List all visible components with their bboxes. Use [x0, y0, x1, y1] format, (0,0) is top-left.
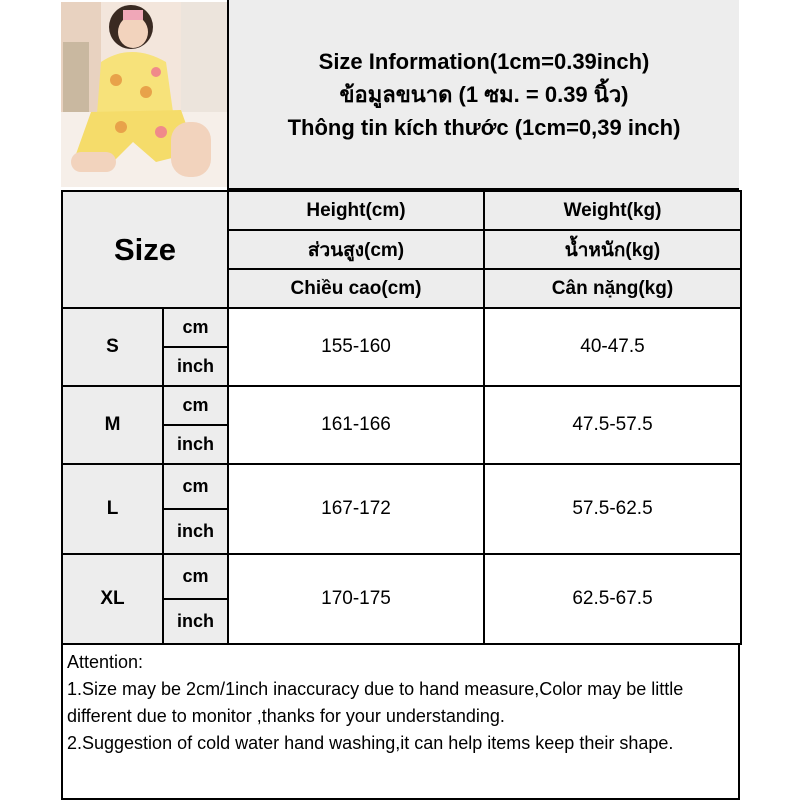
- weight-header-vietnamese: Cân nặng(kg): [484, 269, 741, 308]
- unit-cm: cm: [163, 554, 228, 599]
- heading-english: Size Information(1cm=0.39inch): [318, 48, 650, 74]
- size-label: S: [62, 308, 163, 386]
- weight-header-english: Weight(kg): [484, 191, 741, 230]
- size-label: L: [62, 464, 163, 554]
- unit-inch: inch: [163, 425, 228, 464]
- unit-inch: inch: [163, 509, 228, 554]
- size-column-header: Size: [62, 191, 228, 308]
- attention-note-2: 2.Suggestion of cold water hand washing,it can help items keep their shape.: [67, 733, 674, 753]
- height-value: 167-172: [228, 464, 484, 554]
- height-value: 161-166: [228, 386, 484, 464]
- height-header-thai: ส่วนสูง(cm): [228, 230, 484, 269]
- attention-title: Attention:: [67, 652, 144, 672]
- unit-cm: cm: [163, 464, 228, 509]
- weight-value: 40-47.5: [484, 308, 741, 386]
- weight-value: 47.5-57.5: [484, 386, 741, 464]
- attention-notes: [61, 645, 740, 800]
- size-label: XL: [62, 554, 163, 644]
- unit-cm: cm: [163, 386, 228, 425]
- weight-header-thai: น้ำหนัก(kg): [484, 230, 741, 269]
- size-label: M: [62, 386, 163, 464]
- weight-value: 57.5-62.5: [484, 464, 741, 554]
- size-information-heading: [227, 0, 739, 190]
- height-value: 155-160: [228, 308, 484, 386]
- size-chart: [60, 0, 740, 800]
- weight-value: 62.5-67.5: [484, 554, 741, 644]
- height-header-english: Height(cm): [228, 191, 484, 230]
- unit-inch: inch: [163, 347, 228, 386]
- heading-vietnamese: Thông tin kích thước (1cm=0,39 inch): [287, 114, 681, 140]
- height-value: 170-175: [228, 554, 484, 644]
- unit-cm: cm: [163, 308, 228, 347]
- product-photo: [61, 2, 227, 187]
- model-wearing-pajamas-image: [61, 2, 227, 187]
- height-header-vietnamese: Chiều cao(cm): [228, 269, 484, 308]
- size-table: [61, 190, 742, 645]
- heading-thai: ข้อมูลขนาด (1 ซม. = 0.39 นิ้ว): [339, 81, 629, 107]
- attention-note-1: 1.Size may be 2cm/1inch inaccuracy due to hand measure,Color may be little different due to monitor ,thanks for your understanding.: [67, 679, 684, 726]
- unit-inch: inch: [163, 599, 228, 644]
